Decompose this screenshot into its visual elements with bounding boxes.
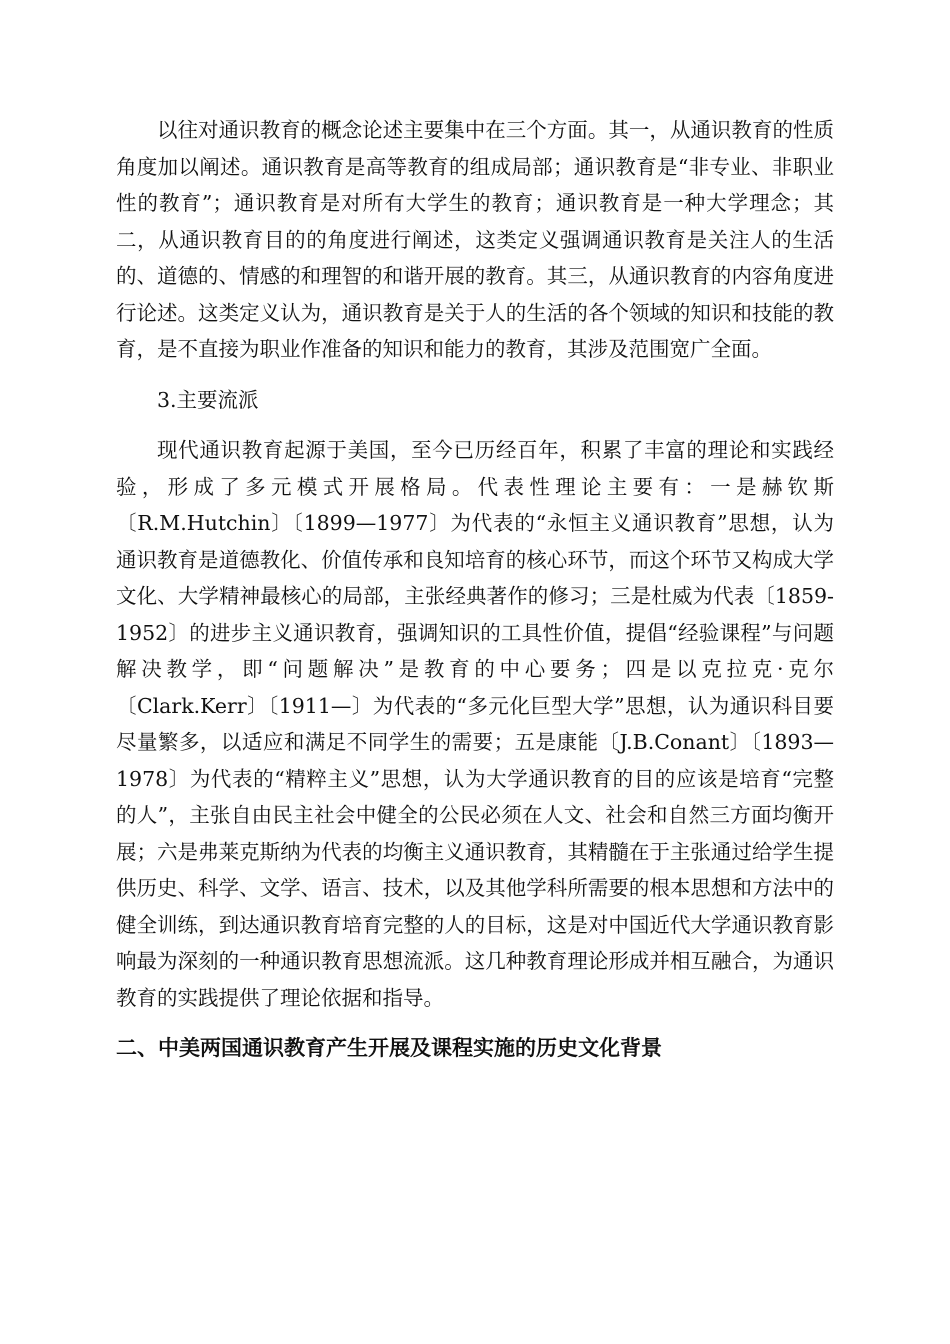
spacer: [116, 368, 834, 382]
paragraph-concept-overview: 以往对通识教育的概念论述主要集中在三个方面。其一，从通识教育的性质角度加以阐述。通识教育是高等教育的组成局部；通识教育是“非专业、非职业性的教育”；通识教育是对所有大学生的教育；通识教育是一种大学理念；其二，从通识教育目的的角度进行阐述，这类定义强调通识教育是关注人的生活的、道德的、情感的和理智的和谐开展的教育。其三，从通识教育的内容角度进行论述。这类定义认为，通识教育是关于人的生活的各个领域的知识和技能的教育，是不直接为职业作准备的知识和能力的教育，其涉及范围宽广全面。: [116, 118, 834, 361]
section-heading: 二、中美两国通识教育产生开展及课程实施的历史文化背景: [116, 1036, 662, 1060]
paragraph-schools-of-thought: 现代通识教育起源于美国，至今已历经百年，积累了丰富的理论和实践经验，形成了多元模式开展格局。代表性理论主要有：一是赫钦斯〔R.M.Hutchin〕〔1899—1977〕为代表的“永恒主义通识教育”思想，认为通识教育是道德教化、价值传承和良知培育的核心环节，而这个环节又构成大学文化、大学精神最核心的局部，主张经典著作的修习；三是杜威为代表〔1859-1952〕的进步主义通识教育，强调知识的工具性价值，提倡“经验课程”与问题解决教学，即“问题解决”是教育的中心要务；四是以克拉克·克尔〔Clark.Kerr〕〔1911—〕为代表的“多元化巨型大学”思想，认为通识科目要尽量繁多，以适应和满足不同学生的需要；五是康能〔J.B.Conant〕〔1893—1978〕为代表的“精粹主义”思想，认为大学通识教育的目的应该是培育“完整的人”，主张自由民主社会中健全的公民必须在人文、社会和自然三方面均衡开展；六是弗莱克斯纳为代表的均衡主义通识教育，其精髓在于主张通过给学生提供历史、科学、文学、语言、技术，以及其他学科所需要的根本思想和方法中的健全训练，到达通识教育培育完整的人的目标，这是对中国近代大学通识教育影响最为深刻的一种通识教育思想流派。这几种教育理论形成并相互融合，为通识教育的实践提供了理论依据和指导。: [116, 438, 834, 1010]
document-body: [116, 112, 834, 1067]
subheading-main-schools: 3.主要流派: [157, 387, 259, 412]
spacer: [116, 1016, 834, 1030]
spacer: [116, 418, 834, 432]
